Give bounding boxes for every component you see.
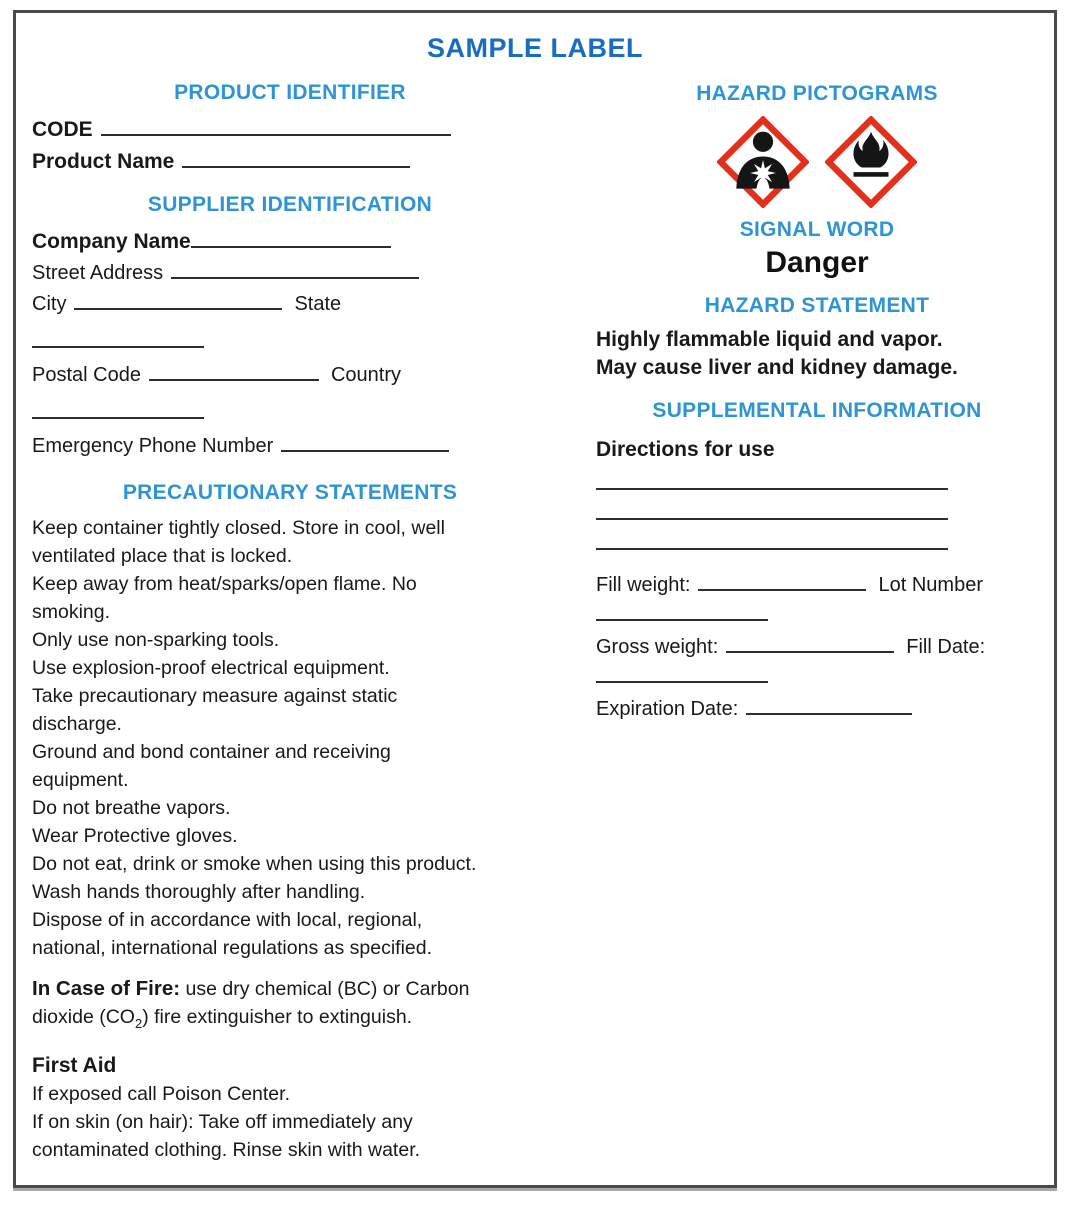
fill-date-blank-row bbox=[596, 662, 1038, 692]
precautionary-statement-line: Wear Protective gloves. bbox=[32, 825, 238, 847]
code-field bbox=[32, 114, 548, 146]
company-name-blank bbox=[191, 227, 391, 248]
postal-code-label: Postal Code bbox=[32, 364, 141, 386]
right-column bbox=[548, 66, 1046, 1164]
product-name-label: Product Name bbox=[32, 150, 175, 173]
street-address-label: Street Address bbox=[32, 262, 164, 284]
precautionary-statement-line: Do not breathe vapors. bbox=[32, 797, 231, 819]
directions-blank-1 bbox=[596, 488, 948, 490]
emergency-phone-blank bbox=[281, 431, 449, 452]
state-blank bbox=[32, 327, 204, 348]
in-case-of-fire-label: In Case of Fire: bbox=[32, 977, 181, 1000]
fire-text-part1: use dry chemical (BC) or Carbon dioxide (CO bbox=[32, 978, 470, 1028]
precautionary-statement-line: Dispose of in accordance with local, regional, national, international regulations as specified. bbox=[32, 909, 433, 959]
expiration-date-field bbox=[596, 694, 1038, 724]
company-name-label: Company Name bbox=[32, 230, 191, 253]
emergency-phone-field bbox=[32, 431, 548, 462]
postal-code-blank bbox=[149, 360, 319, 381]
precautionary-statements-list bbox=[32, 514, 488, 962]
directions-blank-3 bbox=[596, 548, 948, 550]
first-aid-line: If on skin (on hair): Take off immediately any contaminated clothing. Rinse skin with water. bbox=[32, 1110, 421, 1161]
hazard-pictograms-heading: HAZARD PICTOGRAMS bbox=[696, 82, 938, 105]
flame-pictogram-icon bbox=[825, 116, 917, 208]
label-columns bbox=[16, 64, 1054, 1164]
gross-weight-blank bbox=[726, 632, 894, 653]
page-title: SAMPLE LABEL bbox=[426, 33, 643, 63]
code-label: CODE bbox=[32, 118, 93, 141]
lot-number-blank-row bbox=[596, 600, 1038, 630]
lot-number-label: Lot Number bbox=[878, 574, 983, 596]
first-aid-line: If exposed call Poison Center. bbox=[32, 1082, 290, 1105]
street-address-blank bbox=[171, 258, 419, 279]
company-name-field bbox=[32, 226, 548, 258]
health-hazard-pictogram-icon bbox=[717, 116, 809, 208]
city-state-field bbox=[32, 289, 548, 320]
fill-weight-label: Fill weight: bbox=[596, 574, 691, 596]
precautionary-statements-heading: PRECAUTIONARY STATEMENTS bbox=[122, 481, 458, 504]
precautionary-statement-line: Ground and bond container and receiving equipment. bbox=[32, 741, 391, 791]
product-name-blank bbox=[182, 147, 410, 168]
hazard-statement-lines bbox=[596, 326, 1038, 382]
signal-word-heading: SIGNAL WORD bbox=[739, 218, 895, 241]
precautionary-statement-line: Only use non-sparking tools. bbox=[32, 629, 280, 651]
gross-weight-field bbox=[596, 632, 1038, 662]
first-aid-heading: First Aid bbox=[32, 1053, 117, 1077]
city-label: City bbox=[32, 293, 67, 315]
gross-weight-label: Gross weight: bbox=[596, 636, 719, 658]
country-label: Country bbox=[330, 364, 401, 386]
state-blank-row bbox=[32, 327, 548, 358]
precautionary-statement-line: Use explosion-proof electrical equipment. bbox=[32, 657, 390, 679]
fire-text-part2: ) fire extinguisher to extinguish. bbox=[142, 1006, 413, 1028]
precautionary-statement-line: Wash hands thoroughly after handling. bbox=[32, 881, 366, 903]
country-blank-row bbox=[32, 398, 548, 429]
product-identifier-heading: PRODUCT IDENTIFIER bbox=[174, 81, 406, 104]
precautionary-statement-line: Keep away from heat/sparks/open flame. No smoking. bbox=[32, 573, 417, 623]
country-blank bbox=[32, 398, 204, 419]
co2-subscript: 2 bbox=[134, 1015, 143, 1031]
signal-word-value: Danger bbox=[765, 246, 869, 279]
precautionary-statement-line: Keep container tightly closed. Store in cool, well ventilated place that is locked. bbox=[32, 517, 445, 567]
state-label: State bbox=[294, 293, 342, 315]
directions-for-use-label: Directions for use bbox=[596, 438, 775, 461]
emergency-phone-label: Emergency Phone Number bbox=[32, 435, 274, 457]
product-name-field bbox=[32, 146, 548, 178]
fill-weight-field bbox=[596, 570, 1038, 600]
pictogram-row bbox=[596, 116, 1038, 208]
code-blank bbox=[101, 115, 451, 136]
directions-blank-2 bbox=[596, 518, 948, 520]
hazard-statement-heading: HAZARD STATEMENT bbox=[704, 294, 930, 317]
supplemental-information-heading: SUPPLEMENTAL INFORMATION bbox=[652, 399, 982, 422]
lot-number-blank bbox=[596, 600, 768, 621]
first-aid-lines bbox=[32, 1080, 488, 1164]
fill-date-label: Fill Date: bbox=[906, 636, 986, 658]
city-blank bbox=[74, 289, 282, 310]
street-address-field bbox=[32, 258, 548, 289]
fill-weight-blank bbox=[698, 570, 866, 591]
fill-date-blank bbox=[596, 662, 768, 683]
postal-country-field bbox=[32, 360, 548, 391]
hazard-statement-line: Highly flammable liquid and vapor. bbox=[596, 328, 943, 351]
in-case-of-fire-paragraph bbox=[32, 975, 488, 1038]
expiration-date-blank bbox=[746, 694, 912, 715]
supplier-identification-heading: SUPPLIER IDENTIFICATION bbox=[147, 193, 433, 216]
expiration-date-label: Expiration Date: bbox=[596, 698, 739, 720]
precautionary-statement-line: Do not eat, drink or smoke when using this product. bbox=[32, 853, 477, 875]
left-column bbox=[32, 66, 548, 1164]
label-frame bbox=[13, 10, 1057, 1188]
hazard-statement-line: May cause liver and kidney damage. bbox=[596, 356, 958, 379]
precautionary-statement-line: Take precautionary measure against static discharge. bbox=[32, 685, 398, 735]
